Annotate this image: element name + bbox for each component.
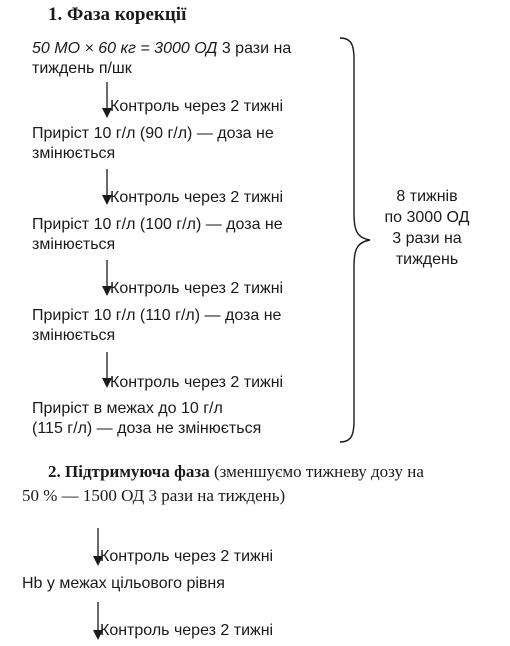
control-label: Контроль через 2 тижні [110,280,284,297]
phase2-line2: 50 % — 1500 ОД 3 рази на тиждень) [22,486,286,505]
phase2-title: 2. Підтримуюча фаза [48,462,210,481]
brace-note-line: по 3000 ОД [384,209,470,226]
dose-formula-line2: тиждень п/шк [32,60,132,77]
hb-status: Hb у межах цільового рівня [22,575,225,592]
control-label: Контроль через 2 тижні [110,374,284,391]
step-result-line2: змінюється [32,327,116,344]
step-result-line2: (115 г/л) — доза не змінюється [32,420,262,437]
brace-note [362,186,492,270]
brace-note-line: 8 тижнів [396,188,458,205]
phase2-heading [48,460,424,483]
dose-frequency: 3 рази на [217,40,292,57]
step-result-line2: змінюється [32,236,116,253]
phase1-title: 1. Фаза корекції [48,4,187,25]
step-result-line1: Приріст 10 г/л (90 г/л) — доза не [32,125,274,142]
dose-formula-line1 [32,38,291,59]
control-label: Контроль через 2 тижні [110,189,284,206]
brace-note-line: тиждень [395,251,459,268]
control-label: Контроль через 2 тижні [100,622,274,639]
step-result-line2: змінюється [32,145,116,162]
control-label: Контроль через 2 тижні [110,98,284,115]
step-result-line1: Приріст в межах до 10 г/л [32,400,223,417]
step-result-line1: Приріст 10 г/л (100 г/л) — доза не [32,216,283,233]
phase2-title-rest: (зменшуємо тижневу дозу на [209,462,424,481]
step-result-line1: Приріст 10 г/л (110 г/л) — доза не [32,307,282,324]
control-label: Контроль через 2 тижні [100,548,274,565]
brace-note-line: 3 рази на [392,230,462,247]
dose-formula: 50 МО × 60 кг = 3000 ОД [32,40,218,57]
